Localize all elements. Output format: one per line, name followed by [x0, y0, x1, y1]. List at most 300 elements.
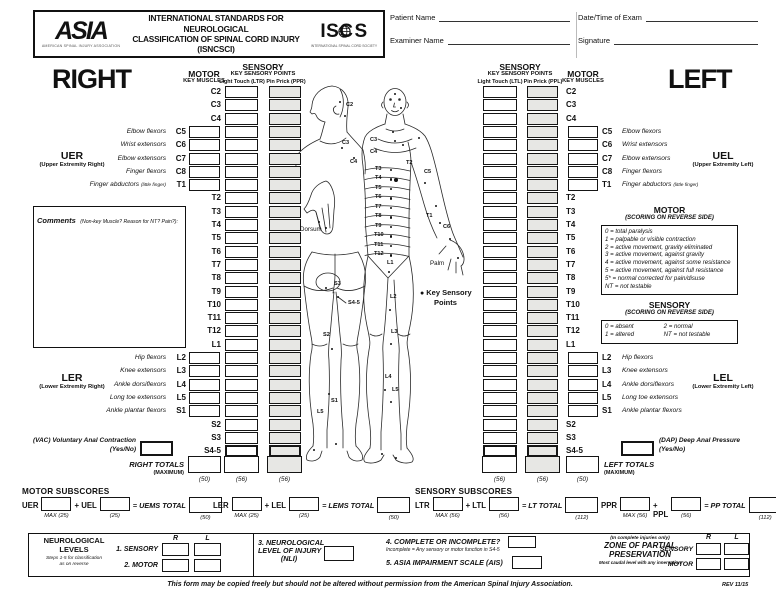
- right-lt-box-T12[interactable]: [225, 325, 258, 337]
- lel-abbr: LEL: [713, 372, 733, 384]
- motor-scale-line: 3 = active movement, against gravity: [605, 251, 705, 259]
- right-level-label-L3: L3: [176, 366, 186, 376]
- right-lt-box-L4[interactable]: [225, 379, 258, 391]
- motor-scale-box: [601, 225, 738, 295]
- left-pp-total-max: (56): [536, 476, 549, 483]
- left-level-label-T5: T5: [566, 233, 576, 243]
- left-motor-box-C8[interactable]: [568, 166, 598, 178]
- left-level-label-T12: T12: [566, 326, 580, 336]
- patient-name-input[interactable]: [439, 12, 570, 22]
- signature-input[interactable]: [614, 35, 758, 45]
- right-lt-box-S4-5[interactable]: [225, 445, 258, 457]
- right-pp-box-L4[interactable]: [269, 379, 301, 391]
- left-pp-box-T12[interactable]: [527, 325, 558, 337]
- left-lt-box-C3[interactable]: [483, 99, 517, 111]
- right-lt-box-T7[interactable]: [225, 259, 258, 271]
- lems-a-box-max: MAX (25): [234, 513, 259, 519]
- right-pp-box-C5[interactable]: [269, 126, 301, 138]
- left-lt-box-L1[interactable]: [483, 339, 517, 351]
- pp-total-total-box[interactable]: [749, 497, 776, 513]
- uems-a-box-max: MAX (25): [44, 513, 69, 519]
- left-lt-box-T10[interactable]: [483, 299, 517, 311]
- left-motor-box-C7[interactable]: [568, 153, 598, 165]
- left-side-title: LEFT: [668, 64, 732, 94]
- right-motor-subheader: KEY MUSCLES: [183, 78, 225, 84]
- right-lt-box-T2[interactable]: [225, 192, 258, 204]
- right-pp-box-T6[interactable]: [269, 246, 301, 258]
- left-level-label-L1: L1: [566, 339, 576, 349]
- right-level-label-T3: T3: [211, 206, 221, 216]
- dermatome-label-s3: S3: [334, 281, 341, 287]
- left-pp-box-T8[interactable]: [527, 272, 558, 284]
- right-pp-box-C3[interactable]: [269, 99, 301, 111]
- right-motor-box-L5[interactable]: [189, 392, 220, 404]
- left-motor-box-S1[interactable]: [568, 405, 598, 417]
- left-lt-box-T5[interactable]: [483, 232, 517, 244]
- right-motor-box-C7[interactable]: [189, 153, 220, 165]
- left-pp-box-T2[interactable]: [527, 192, 558, 204]
- right-pp-box-T11[interactable]: [269, 312, 301, 324]
- lt-total-b-box[interactable]: [489, 497, 519, 511]
- left-pp-box-S2[interactable]: [527, 419, 558, 431]
- left-lt-box-T12[interactable]: [483, 325, 517, 337]
- globe-icon: [338, 25, 351, 38]
- right-pp-box-C4[interactable]: [269, 113, 301, 125]
- right-level-label-T7: T7: [211, 259, 221, 269]
- pp-total-b-box-col: [671, 497, 701, 519]
- left-lt-box-L3[interactable]: [483, 365, 517, 377]
- asia-logo: [35, 17, 127, 48]
- right-pp-box-T4[interactable]: [269, 219, 301, 231]
- lems-a-label: LER: [213, 501, 229, 510]
- right-pp-box-T12[interactable]: [269, 325, 301, 337]
- right-motor-box-L2[interactable]: [189, 352, 220, 364]
- left-pp-box-C3[interactable]: [527, 99, 558, 111]
- uel-block: [676, 150, 770, 169]
- right-muscle-label-T1: Finger abductors (little finger): [89, 181, 166, 189]
- nl-motor-r-box[interactable]: [162, 559, 189, 572]
- left-sensory-header: SENSORY: [499, 62, 541, 72]
- left-level-label-C4: C4: [566, 113, 577, 123]
- nl-sensory-r-box[interactable]: [162, 543, 189, 556]
- lems-a-box-col: [232, 497, 262, 519]
- left-lt-total-max: (56): [493, 476, 506, 483]
- left-lt-box-L4[interactable]: [483, 379, 517, 391]
- dermatome-label-c4: C4: [350, 159, 358, 165]
- right-motor-total-box[interactable]: [188, 456, 221, 473]
- right-lt-box-T5[interactable]: [225, 232, 258, 244]
- right-muscle-label-S1: Ankle plantar flexors: [106, 407, 166, 415]
- right-pp-box-T7[interactable]: [269, 259, 301, 271]
- right-pp-total-max: (56): [278, 476, 291, 483]
- right-lt-box-C4[interactable]: [225, 113, 258, 125]
- left-motor-box-C5[interactable]: [568, 126, 598, 138]
- dermatome-label-t3: T3: [375, 166, 382, 172]
- right-lt-box-T9[interactable]: [225, 286, 258, 298]
- uer-full: (Upper Extremity Right): [39, 162, 105, 169]
- right-motor-box-C6[interactable]: [189, 139, 220, 151]
- left-motor-box-L5[interactable]: [568, 392, 598, 404]
- left-lt-box-C2[interactable]: [483, 86, 517, 98]
- right-motor-box-S1[interactable]: [189, 405, 220, 417]
- left-pp-box-L2[interactable]: [527, 352, 558, 364]
- nl-motor-label: 2. MOTOR: [124, 562, 158, 569]
- iscos-logo: [305, 21, 383, 48]
- right-level-label-S4-5: S4-5: [204, 446, 221, 456]
- left-motor-box-L4[interactable]: [568, 379, 598, 391]
- pp-total-total-box-max: (112): [758, 515, 772, 521]
- comments-box[interactable]: [33, 206, 186, 348]
- left-pp-box-L3[interactable]: [527, 365, 558, 377]
- pp-total-b-box[interactable]: [671, 497, 701, 511]
- zpp-motor-r-box[interactable]: [696, 558, 721, 570]
- right-level-label-L4: L4: [176, 379, 186, 389]
- left-level-label-C5: C5: [602, 126, 613, 136]
- lt-total-a-box-col: [433, 497, 463, 519]
- right-pp-box-T10[interactable]: [269, 299, 301, 311]
- lt-total-b-box-max: (56): [498, 513, 510, 519]
- uems-b-box[interactable]: [100, 497, 130, 511]
- right-motor-header: MOTOR: [188, 69, 220, 79]
- right-level-label-T9: T9: [211, 286, 221, 296]
- right-lt-box-L2[interactable]: [225, 352, 258, 364]
- left-lt-box-S3[interactable]: [483, 432, 517, 444]
- asia-logo-text: ASIA: [55, 17, 107, 46]
- zpp-sensory-l-box[interactable]: [724, 543, 749, 555]
- right-level-label-T11: T11: [207, 313, 221, 323]
- right-pp-box-S3[interactable]: [269, 432, 301, 444]
- left-lt-box-C7[interactable]: [483, 153, 517, 165]
- field-divider: [576, 12, 577, 58]
- lems-total-box[interactable]: [377, 497, 410, 513]
- left-lt-total-box[interactable]: [482, 456, 517, 473]
- dermatome-label-c4: C4: [370, 149, 378, 155]
- left-pp-box-S3[interactable]: [527, 432, 558, 444]
- left-pp-box-C6[interactable]: [527, 139, 558, 151]
- left-pp-box-T4[interactable]: [527, 219, 558, 231]
- right-muscle-label-C6: Wrist extensors: [120, 141, 166, 149]
- lt-total-b-box-col: [489, 497, 519, 519]
- complete-incomplete-box[interactable]: [508, 536, 536, 548]
- right-motor-box-L4[interactable]: [189, 379, 220, 391]
- right-sensory-header: SENSORY: [242, 62, 284, 72]
- left-lt-box-T3[interactable]: [483, 206, 517, 218]
- right-motor-box-L3[interactable]: [189, 365, 220, 377]
- uems-group: [22, 497, 222, 521]
- motor-scale-line: 1 = palpable or visible contraction: [605, 235, 696, 243]
- vac-input-box[interactable]: [140, 441, 173, 456]
- asia-logo-caption: AMERICAN SPINAL INJURY ASSOCIATION: [41, 43, 121, 48]
- right-pp-box-C6[interactable]: [269, 139, 301, 151]
- left-lt-box-L5[interactable]: [483, 392, 517, 404]
- left-pp-box-S4-5[interactable]: [527, 445, 558, 457]
- sensory-scale-box: [601, 320, 738, 344]
- right-pp-box-L2[interactable]: [269, 352, 301, 364]
- dermatome-label-t5: T5: [375, 185, 382, 191]
- copyright-notice: This form may be copied freely but should not be altered without permission from the American Spinal Injury Association.: [167, 581, 573, 588]
- right-muscle-label-C8: Finger flexors: [126, 167, 166, 175]
- left-muscle-label-L4: Ankle dorsiflexors: [622, 380, 675, 388]
- left-lt-box-T2[interactable]: [483, 192, 517, 204]
- left-muscle-label-L5: Long toe extensors: [622, 393, 679, 401]
- left-motor-subheader: KEY MUSCLES: [562, 78, 604, 84]
- zpp-sensory-r-box[interactable]: [696, 543, 721, 555]
- left-lt-box-L2[interactable]: [483, 352, 517, 364]
- right-lt-box-S3[interactable]: [225, 432, 258, 444]
- exam-date-input[interactable]: [646, 12, 758, 22]
- right-lt-box-L3[interactable]: [225, 365, 258, 377]
- right-lt-box-T10[interactable]: [225, 299, 258, 311]
- patient-fields: [390, 12, 766, 58]
- left-motor-box-L2[interactable]: [568, 352, 598, 364]
- left-lt-box-T6[interactable]: [483, 246, 517, 258]
- right-pp-box-L1[interactable]: [269, 339, 301, 351]
- left-totals-maximum: (MAXIMUM): [604, 470, 635, 476]
- left-level-label-L4: L4: [602, 379, 612, 389]
- pp-total-total-label: = PP TOTAL: [704, 501, 746, 510]
- left-totals-label: LEFT TOTALS: [604, 460, 655, 469]
- left-muscle-label-L3: Knee extensors: [622, 367, 668, 375]
- right-lt-box-T6[interactable]: [225, 246, 258, 258]
- left-level-label-T10: T10: [566, 299, 580, 309]
- front-figure: [362, 89, 464, 464]
- pp-total-a-box-max: MAX (56): [622, 513, 648, 519]
- right-level-label-S1: S1: [176, 406, 186, 416]
- left-pp-column-label: Pin Prick (PPL): [523, 79, 563, 85]
- left-motor-box-L3[interactable]: [568, 365, 598, 377]
- left-lt-box-S1[interactable]: [483, 405, 517, 417]
- dermatome-label-s2: S2: [323, 332, 330, 338]
- right-pp-box-T1[interactable]: [269, 179, 301, 191]
- sensory-scale-line: 2 = normal: [663, 323, 693, 330]
- right-lt-box-L1[interactable]: [225, 339, 258, 351]
- right-level-label-C4: C4: [210, 113, 221, 123]
- sensory-scale-line: 1 = altered: [605, 330, 634, 338]
- ais-label: 5. ASIA IMPAIRMENT SCALE (AIS): [386, 558, 503, 567]
- dermatome-label-l1: L1: [387, 260, 394, 266]
- lel-block: [676, 372, 770, 391]
- uel-full: (Upper Extremity Left): [692, 162, 754, 169]
- pp-total-group: [601, 497, 776, 521]
- left-pp-box-L5[interactable]: [527, 392, 558, 404]
- left-pp-box-T9[interactable]: [527, 286, 558, 298]
- dermatome-label-t8: T8: [375, 213, 382, 219]
- examiner-name-input[interactable]: [448, 35, 570, 45]
- left-motor-header: MOTOR: [567, 69, 599, 79]
- lems-total-label: = LEMS TOTAL: [322, 501, 375, 510]
- comments-hint: (Non-key Muscle? Reason for NT? Pain?):: [80, 219, 178, 225]
- left-muscle-label-C6: Wrist extensors: [622, 141, 668, 149]
- dermatome-label-l4: L4: [385, 374, 392, 380]
- right-pp-box-T3[interactable]: [269, 206, 301, 218]
- lt-total-a-box[interactable]: [433, 497, 463, 511]
- right-lt-total-max: (56): [235, 476, 248, 483]
- pp-total-a-label: PPR: [601, 501, 618, 510]
- right-motor-total-max: (50): [198, 476, 211, 483]
- nl-r-header: R: [172, 535, 179, 542]
- left-pp-box-C7[interactable]: [527, 153, 558, 165]
- neurological-levels-title: NEUROLOGICAL LEVELS: [43, 536, 105, 554]
- motor-scale-line: 0 = total paralysis: [605, 228, 653, 235]
- left-lt-box-T9[interactable]: [483, 286, 517, 298]
- nl-motor-l-box[interactable]: [194, 559, 221, 572]
- left-motor-total-box[interactable]: [566, 456, 599, 473]
- right-lt-box-T8[interactable]: [225, 272, 258, 284]
- left-lt-box-T8[interactable]: [483, 272, 517, 284]
- left-pp-box-T11[interactable]: [527, 312, 558, 324]
- lt-total-total-box[interactable]: [565, 497, 598, 513]
- left-pp-box-T10[interactable]: [527, 299, 558, 311]
- right-lt-box-C8[interactable]: [225, 166, 258, 178]
- right-pp-box-T5[interactable]: [269, 232, 301, 244]
- dermatome-label-l5: L5: [392, 387, 399, 393]
- key-point-dot-icon: ●: [420, 290, 425, 297]
- dermatome-label-l5: L5: [317, 409, 324, 415]
- dermatome-label-t10: T10: [374, 232, 384, 238]
- key-sensory-points-legend: ● Key Sensory Points: [420, 288, 472, 308]
- right-pp-box-C7[interactable]: [269, 153, 301, 165]
- left-motor-box-T1[interactable]: [568, 179, 598, 191]
- left-level-label-T9: T9: [566, 286, 576, 296]
- left-pp-box-C4[interactable]: [527, 113, 558, 125]
- left-muscle-label-T1: Finger abductors (little finger): [622, 181, 699, 189]
- uer-abbr: UER: [60, 150, 84, 162]
- right-motor-box-T1[interactable]: [189, 179, 220, 191]
- vac-label: (VAC) Voluntary Anal Contraction (Yes/No): [32, 437, 136, 453]
- left-lt-box-C6[interactable]: [483, 139, 517, 151]
- lems-a-box[interactable]: [232, 497, 262, 511]
- right-level-label-C6: C6: [175, 140, 186, 150]
- right-pp-box-T9[interactable]: [269, 286, 301, 298]
- motor-scale-line: 5 = active movement, against full resistance: [605, 266, 724, 274]
- right-motor-box-C5[interactable]: [189, 126, 220, 138]
- left-pp-box-C2[interactable]: [527, 86, 558, 98]
- left-pp-box-L4[interactable]: [527, 379, 558, 391]
- motor-subscores-title: MOTOR SUBSCORES: [22, 487, 110, 496]
- left-lt-box-T4[interactable]: [483, 219, 517, 231]
- left-lt-box-T7[interactable]: [483, 259, 517, 271]
- right-level-label-T8: T8: [211, 273, 221, 283]
- right-pp-box-C2[interactable]: [269, 86, 301, 98]
- right-lt-box-S1[interactable]: [225, 405, 258, 417]
- right-pp-box-S1[interactable]: [269, 405, 301, 417]
- right-motor-box-C8[interactable]: [189, 166, 220, 178]
- dermatome-label-t11: T11: [374, 242, 384, 248]
- right-lt-box-C3[interactable]: [225, 99, 258, 111]
- left-motor-box-C6[interactable]: [568, 139, 598, 151]
- right-totals-label: RIGHT TOTALS: [129, 460, 184, 469]
- nl-sensory-label: 1. SENSORY: [116, 546, 158, 553]
- left-pp-box-C8[interactable]: [527, 166, 558, 178]
- motor-scale-line: 5* = normal corrected for pain/disuse: [605, 274, 705, 282]
- right-lt-box-T4[interactable]: [225, 219, 258, 231]
- exam-date-label: Date/Time of Exam: [578, 13, 642, 22]
- left-lt-box-C8[interactable]: [483, 166, 517, 178]
- lems-b-box-col: [289, 497, 319, 519]
- ais-input-box[interactable]: [512, 556, 542, 569]
- pp-total-plus-label: + PPL: [653, 501, 669, 519]
- lems-plus-label: + LEL: [264, 501, 287, 510]
- right-pp-box-S2[interactable]: [269, 419, 301, 431]
- examiner-name-label: Examiner Name: [390, 36, 444, 45]
- left-pp-box-T3[interactable]: [527, 206, 558, 218]
- right-level-label-C5: C5: [175, 126, 186, 136]
- dermatome-label-t4: T4: [375, 175, 382, 181]
- right-lt-box-C2[interactable]: [225, 86, 258, 98]
- pp-total-total-box-col: [749, 497, 776, 521]
- uems-a-label: UER: [22, 501, 39, 510]
- dermatome-label-t12: T12: [374, 251, 384, 257]
- left-level-label-T8: T8: [566, 273, 576, 283]
- right-level-label-T5: T5: [211, 233, 221, 243]
- right-lt-box-C6[interactable]: [225, 139, 258, 151]
- right-lt-box-C5[interactable]: [225, 126, 258, 138]
- right-lt-total-box[interactable]: [224, 456, 259, 473]
- left-lt-box-C5[interactable]: [483, 126, 517, 138]
- left-pp-box-L1[interactable]: [527, 339, 558, 351]
- right-lt-box-L5[interactable]: [225, 392, 258, 404]
- left-pp-box-T5[interactable]: [527, 232, 558, 244]
- right-lt-column-label: Light Touch (LTR): [219, 79, 265, 85]
- left-lt-box-C4[interactable]: [483, 113, 517, 125]
- right-level-label-T10: T10: [207, 299, 221, 309]
- right-pp-box-S4-5[interactable]: [269, 445, 301, 457]
- dermatome-label-dorsum: Dorsum: [300, 226, 322, 233]
- motor-scale-title: MOTOR: [653, 205, 686, 215]
- dermatome-label-t6: T6: [375, 194, 382, 200]
- right-lt-box-T11[interactable]: [225, 312, 258, 324]
- left-pp-box-C5[interactable]: [527, 126, 558, 138]
- form-title-line2: CLASSIFICATION OF SPINAL CORD INJURY: [132, 34, 300, 44]
- right-pp-box-T8[interactable]: [269, 272, 301, 284]
- zpp-motor-l-box[interactable]: [724, 558, 749, 570]
- nli-input-box[interactable]: [324, 546, 354, 561]
- dermatome-label-t2: T2: [406, 160, 413, 166]
- nl-l-header: L: [205, 535, 210, 542]
- left-pp-box-T1[interactable]: [527, 179, 558, 191]
- left-level-label-S2: S2: [566, 419, 576, 429]
- left-pp-box-T7[interactable]: [527, 259, 558, 271]
- left-pp-box-T6[interactable]: [527, 246, 558, 258]
- lems-total-box-max: (50): [388, 515, 399, 521]
- uems-a-box[interactable]: [41, 497, 71, 511]
- right-pp-box-L3[interactable]: [269, 365, 301, 377]
- left-lt-box-T1[interactable]: [483, 179, 517, 191]
- complete-incomplete-label: 4. COMPLETE OR INCOMPLETE?: [386, 537, 501, 546]
- right-lt-box-C7[interactable]: [225, 153, 258, 165]
- right-lt-box-T1[interactable]: [225, 179, 258, 191]
- nl-sensory-l-box[interactable]: [194, 543, 221, 556]
- dermatome-label-l2: L2: [390, 294, 397, 300]
- left-pp-total-box[interactable]: [525, 456, 560, 473]
- right-lt-box-T3[interactable]: [225, 206, 258, 218]
- left-lt-box-T11[interactable]: [483, 312, 517, 324]
- left-lt-box-S4-5[interactable]: [483, 445, 517, 457]
- left-level-label-C2: C2: [566, 87, 577, 96]
- right-level-label-S2: S2: [211, 419, 221, 429]
- right-pp-box-L5[interactable]: [269, 392, 301, 404]
- left-pp-box-S1[interactable]: [527, 405, 558, 417]
- lems-b-box[interactable]: [289, 497, 319, 511]
- dap-input-box[interactable]: [621, 441, 654, 456]
- right-level-label-L2: L2: [176, 353, 186, 362]
- left-level-label-T6: T6: [566, 246, 576, 256]
- right-lt-box-S2[interactable]: [225, 419, 258, 431]
- left-lt-box-S2[interactable]: [483, 419, 517, 431]
- right-pp-box-C8[interactable]: [269, 166, 301, 178]
- pp-total-a-box[interactable]: [620, 497, 650, 511]
- right-pp-box-T2[interactable]: [269, 192, 301, 204]
